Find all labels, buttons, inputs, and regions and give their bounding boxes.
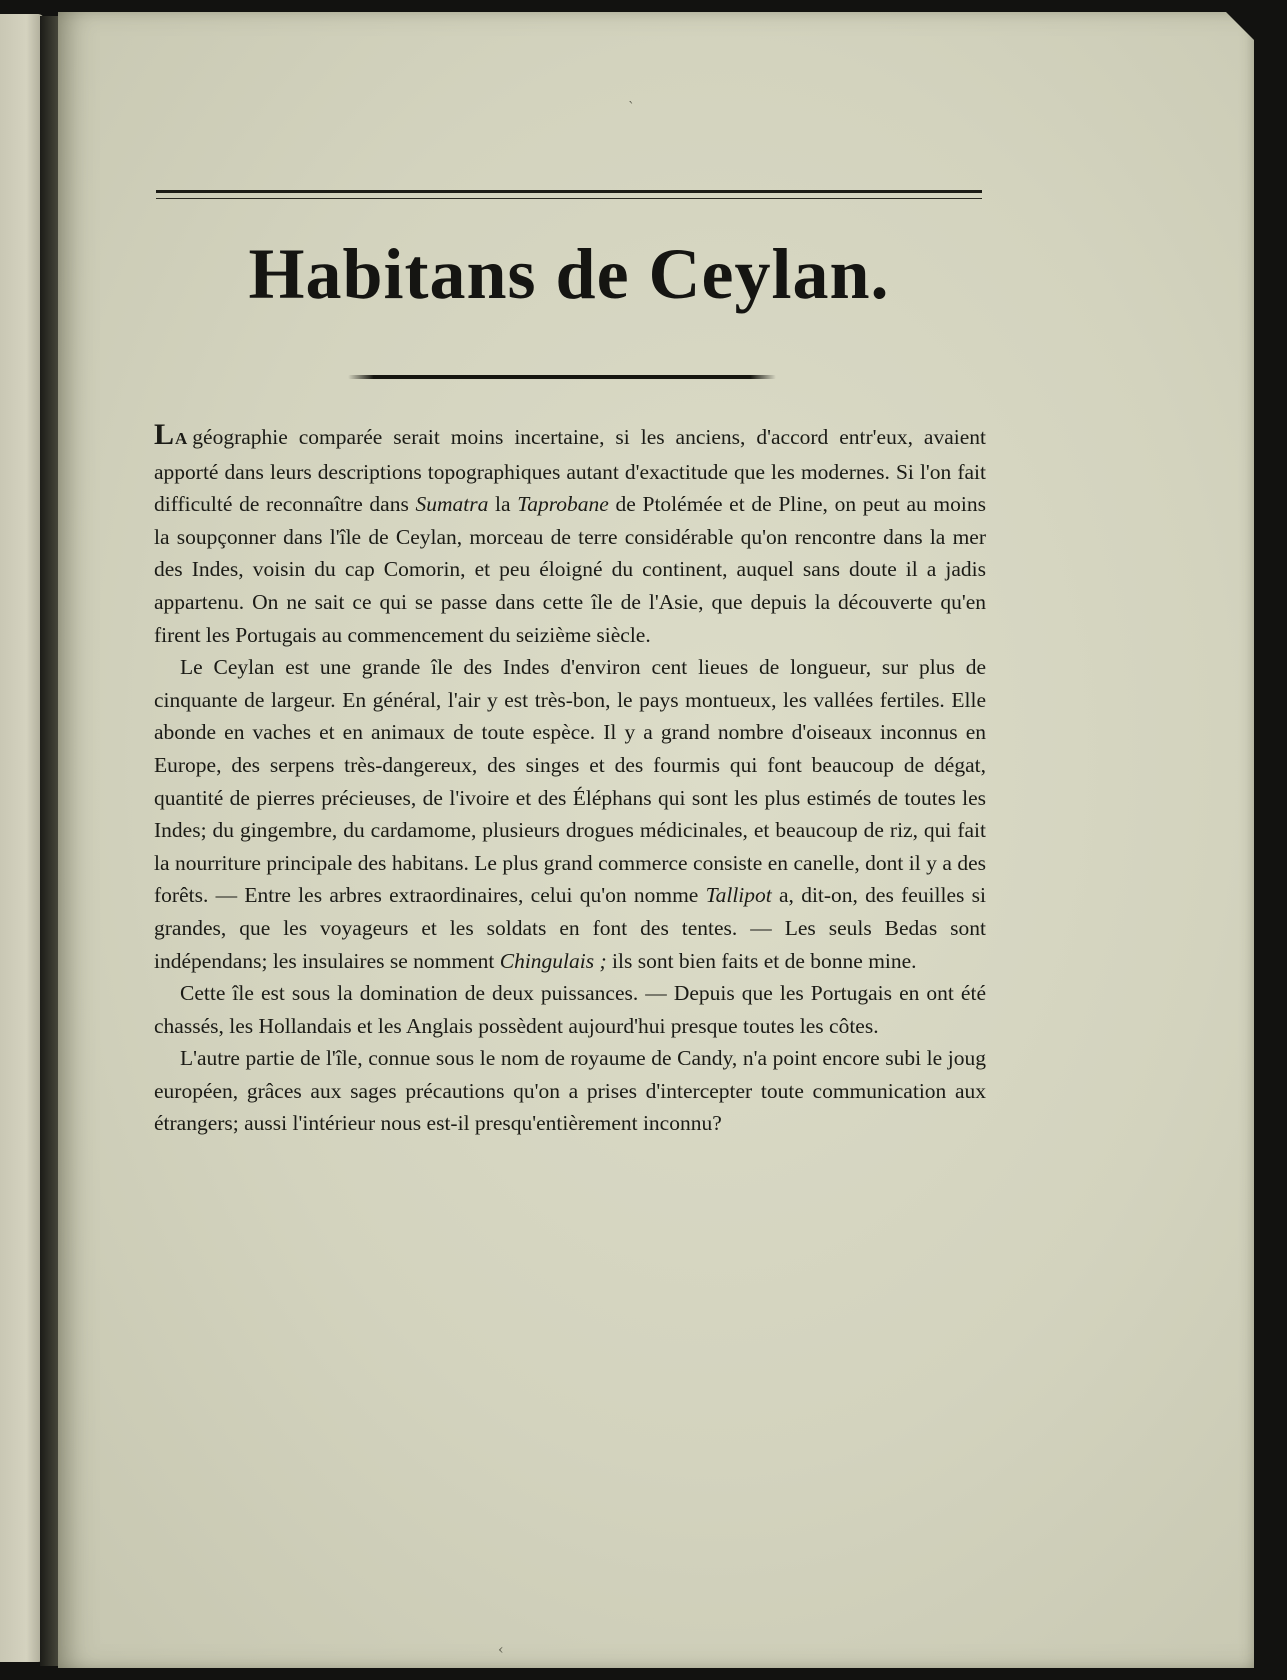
header-rule-thin xyxy=(156,198,982,199)
italic-term: Taprobane xyxy=(517,492,609,517)
text-run: Le Ceylan est une grande île des Indes d'environ cent lieues de longueur, sur plus de cinquante de largeur. En général, l'air y est très-bon, le pays montueux, les vallées fertiles. Elle abonde en vaches et en animaux de toute espèce. Il y a grand nombre d'oiseaux inconnus en Europe, des serpens très-dangereux, des singes et des fourmis qui font beaucoup de dégat, quantité de pierres précieuses, de l'ivoire et des Éléphans qui sont les plus estimés de toutes les Indes; du gingembre, du cardamome, plusieurs drogues médicinales, et beaucoup de riz, qui fait la nourriture principale des habitans. Le plus grand commerce consiste en canelle, dont il y a des forêts. — Entre les arbres extraordinaires, celui qu'on nomme xyxy=(154,655,986,908)
page-speck: ` xyxy=(628,100,635,116)
article-body xyxy=(154,419,986,1140)
paragraph xyxy=(154,651,986,977)
italic-term: Chingulais ; xyxy=(499,948,607,973)
page-title: Habitans de Ceylan. xyxy=(248,234,890,314)
title-underline-rule xyxy=(348,375,776,379)
facing-page-edge xyxy=(0,14,44,1662)
text-run: ils sont bien faits et de bonne mine. xyxy=(606,948,917,973)
small-cap: A xyxy=(175,429,189,448)
italic-term: Sumatra xyxy=(415,492,489,517)
text-run: la xyxy=(488,492,518,517)
text-run: Cette île est sous la domination de deux puissances. — Depuis que les Portugais en ont été chassés, les Hollandais et les Anglais possèdent aujourd'hui presque toutes les côtes. xyxy=(154,981,986,1038)
book-page xyxy=(58,12,1254,1668)
text-run: géographie comparée serait moins incertaine, si les anciens, d'accord entr'eux, avaient apporté dans leurs descriptions topographiques autant d'exactitude que les modernes. Si l'on fait difficulté de reconnaître dans xyxy=(154,425,986,517)
text-run: de Ptolémée et de Pline, on peut au moins la soupçonner dans l'île de Ceylan, morceau de terre considérable qu'on rencontre dans la mer des Indes, voisin du cap Comorin, et peu éloigné du continent, auquel sans doute il a jadis appartenu. On ne sait ce qui se passe dans cette île de l'Asie, que depuis la découverte qu'en firent les Portugais au commencement du seizième siècle. xyxy=(154,492,986,647)
italic-term: Tallipot xyxy=(705,883,772,908)
paragraph xyxy=(154,977,986,1042)
drop-cap: L xyxy=(154,418,176,451)
page-speck: ‹ xyxy=(498,1642,504,1658)
paragraph xyxy=(154,419,986,651)
page-corner xyxy=(1226,12,1254,40)
text-run: a, dit-on, des feuilles si grandes, que les voyageurs et les soldats en font des tentes. — Les seuls Bedas sont indépendans; les insulaires se nomment xyxy=(154,883,986,973)
text-run: L'autre partie de l'île, connue sous le nom de royaume de Candy, n'a point encore subi le joug européen, grâces aux sages précautions qu'on a prises d'intercepter toute communication aux étrangers; aussi l'intérieur nous est-il presqu'entièrement inconnu? xyxy=(154,1046,986,1136)
paragraph xyxy=(154,1042,986,1140)
header-rule xyxy=(156,190,982,193)
